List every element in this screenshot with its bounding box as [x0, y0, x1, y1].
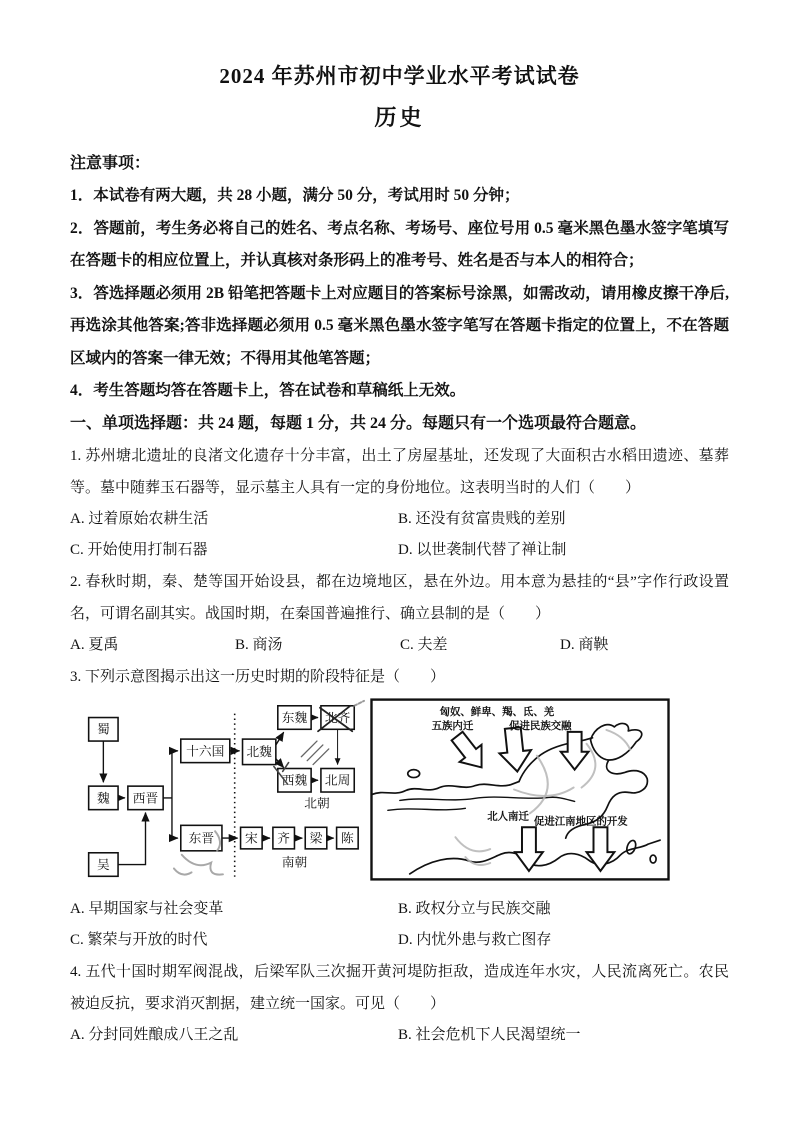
- question-2-option-b: B. 商汤: [235, 636, 283, 653]
- question-4-options: [70, 1020, 729, 1051]
- question-1-option-a: A. 过着原始农耕生活: [70, 510, 209, 527]
- dynasty-flowchart-diagram: [72, 698, 366, 888]
- southern-dynasties-label: 南朝: [281, 855, 308, 869]
- question-2-option-d: D. 商鞅: [560, 636, 609, 653]
- svg-text:陈: 陈: [341, 830, 354, 845]
- flow-box-qi: [273, 827, 295, 849]
- question-3-figure: [72, 698, 729, 888]
- question-4-option-a: A. 分封同姓酿成八王之乱: [70, 1026, 239, 1043]
- svg-text:东晋: 东晋: [188, 830, 215, 845]
- notice-heading: 注意事项：: [70, 155, 151, 172]
- flow-box-song: [241, 827, 263, 849]
- notice-item-3: 3．答选择题必须用 2B 铅笔把答题卡上对应题目的答案标号涂黑，如需改动，请用橡皮擦干净后,再选涂其他答案;答非选择题必须用 0.5 毫米黑色墨水签字笔写在答题卡指定的位置上，不在答题区域内的答案一律无效；不得用其他笔答题；: [70, 284, 729, 367]
- question-1-option-b: B. 还没有贫富贵贱的差别: [398, 510, 566, 527]
- question-3-option-b: B. 政权分立与民族交融: [398, 900, 551, 917]
- flow-box-shu: [89, 717, 118, 741]
- question-3-options: [70, 894, 729, 956]
- question-2-stem: 2. 春秋时期，秦、楚等国开始设县，都在边境地区，悬在外边。用本意为悬挂的“县”字作行政设置名，可谓名副其实。战国时期，在秦国普遍推行、确立县制的是（ ）: [70, 573, 729, 622]
- svg-text:宋: 宋: [244, 830, 258, 845]
- map-label-ethnic-integration: 促进民族交融: [509, 720, 572, 732]
- svg-text:蜀: 蜀: [96, 722, 110, 737]
- question-3-option-a: A. 早期国家与社会变革: [70, 900, 224, 917]
- question-3-option-c: C. 繁荣与开放的时代: [70, 931, 208, 948]
- question-1-option-d: D. 以世袭制代替了禅让制: [398, 541, 567, 558]
- svg-text:北魏: 北魏: [246, 744, 272, 759]
- page-title: 2024 年苏州市初中学业水平考试试卷: [219, 64, 580, 88]
- map-label-five-tribes: 匈奴、鲜卑、羯、氐、羌: [439, 706, 555, 718]
- question-3-option-d: D. 内忧外患与救亡图存: [398, 931, 552, 948]
- svg-text:西魏: 西魏: [281, 773, 308, 788]
- question-2-option-c: C. 夫差: [400, 636, 448, 653]
- flow-box-liang: [305, 827, 327, 849]
- flow-box-dongwei: [278, 705, 311, 729]
- flow-box-wu: [89, 852, 118, 876]
- question-4-option-b: B. 社会危机下人民渴望统一: [398, 1026, 581, 1043]
- flow-box-wei: [89, 786, 118, 810]
- svg-text:齐: 齐: [277, 830, 291, 845]
- notice-item-2: 2．答题前，考生务必将自己的姓名、考点名称、考场号、座位号用 0.5 毫米黑色墨水签字笔填写在答题卡的相应位置上，并认真核对条形码上的准考号、姓名是否与本人的相符合；: [70, 219, 729, 269]
- flow-box-shiliuguo: [181, 739, 230, 763]
- question-3-stem: 3. 下列示意图揭示出这一历史时期的阶段特征是（ ）: [70, 668, 446, 685]
- flow-box-dongjin: [181, 825, 222, 850]
- question-1-options: [70, 504, 729, 566]
- notice-item-1: 1．本试卷有两大题，共 28 小题，满分 50 分，考试用时 50 分钟；: [70, 187, 520, 204]
- northern-dynasties-label: 北朝: [304, 796, 330, 811]
- question-1-option-c: C. 开始使用打制石器: [70, 541, 208, 558]
- subject-title: 历史: [374, 105, 425, 130]
- svg-text:北齐: 北齐: [324, 710, 351, 725]
- map-label-southward-migration: 北人南迁: [487, 810, 529, 822]
- migration-map: [370, 698, 670, 881]
- svg-text:十六国: 十六国: [186, 743, 225, 758]
- svg-text:魏: 魏: [96, 790, 110, 805]
- question-4-stem: 4. 五代十国时期军阀混战，后梁军队三次掘开黄河堤防拒敌，造成连年水灾，人民流离死亡。农民被迫反抗，要求消灭割据，建立统一国家。可见（ ）: [70, 963, 729, 1012]
- map-label-jiangnan-development: 促进江南地区的开发: [533, 815, 628, 827]
- svg-text:吴: 吴: [96, 857, 110, 872]
- section-heading: 一、单项选择题：共 24 题，每题 1 分，共 24 分。每题只有一个选项最符合题意。: [70, 414, 647, 432]
- svg-text:西晋: 西晋: [132, 790, 159, 805]
- svg-text:梁: 梁: [309, 830, 323, 845]
- flow-box-xijin: [128, 786, 163, 810]
- flow-box-beiwei: [243, 739, 276, 764]
- flow-box-chen: [337, 827, 359, 849]
- svg-text:东魏: 东魏: [281, 710, 308, 725]
- notice-item-4: 4．考生答题均答在答题卡上，答在试卷和草稿纸上无效。: [70, 382, 466, 399]
- question-2-options: [70, 630, 729, 661]
- svg-text:北周: 北周: [324, 773, 351, 788]
- question-1-stem: 1. 苏州塘北遗址的良渚文化遗存十分丰富，出土了房屋基址，还发现了大面积古水稻田遗迹、墓葬等。墓中随葬玉石器等，显示墓主人具有一定的身份地位。这表明当时的人们（ ）: [70, 447, 729, 496]
- flow-box-beizhou: [321, 768, 354, 792]
- question-2-option-a: A. 夏禹: [70, 636, 119, 653]
- map-label-inward-migration: 五族内迁: [431, 720, 474, 732]
